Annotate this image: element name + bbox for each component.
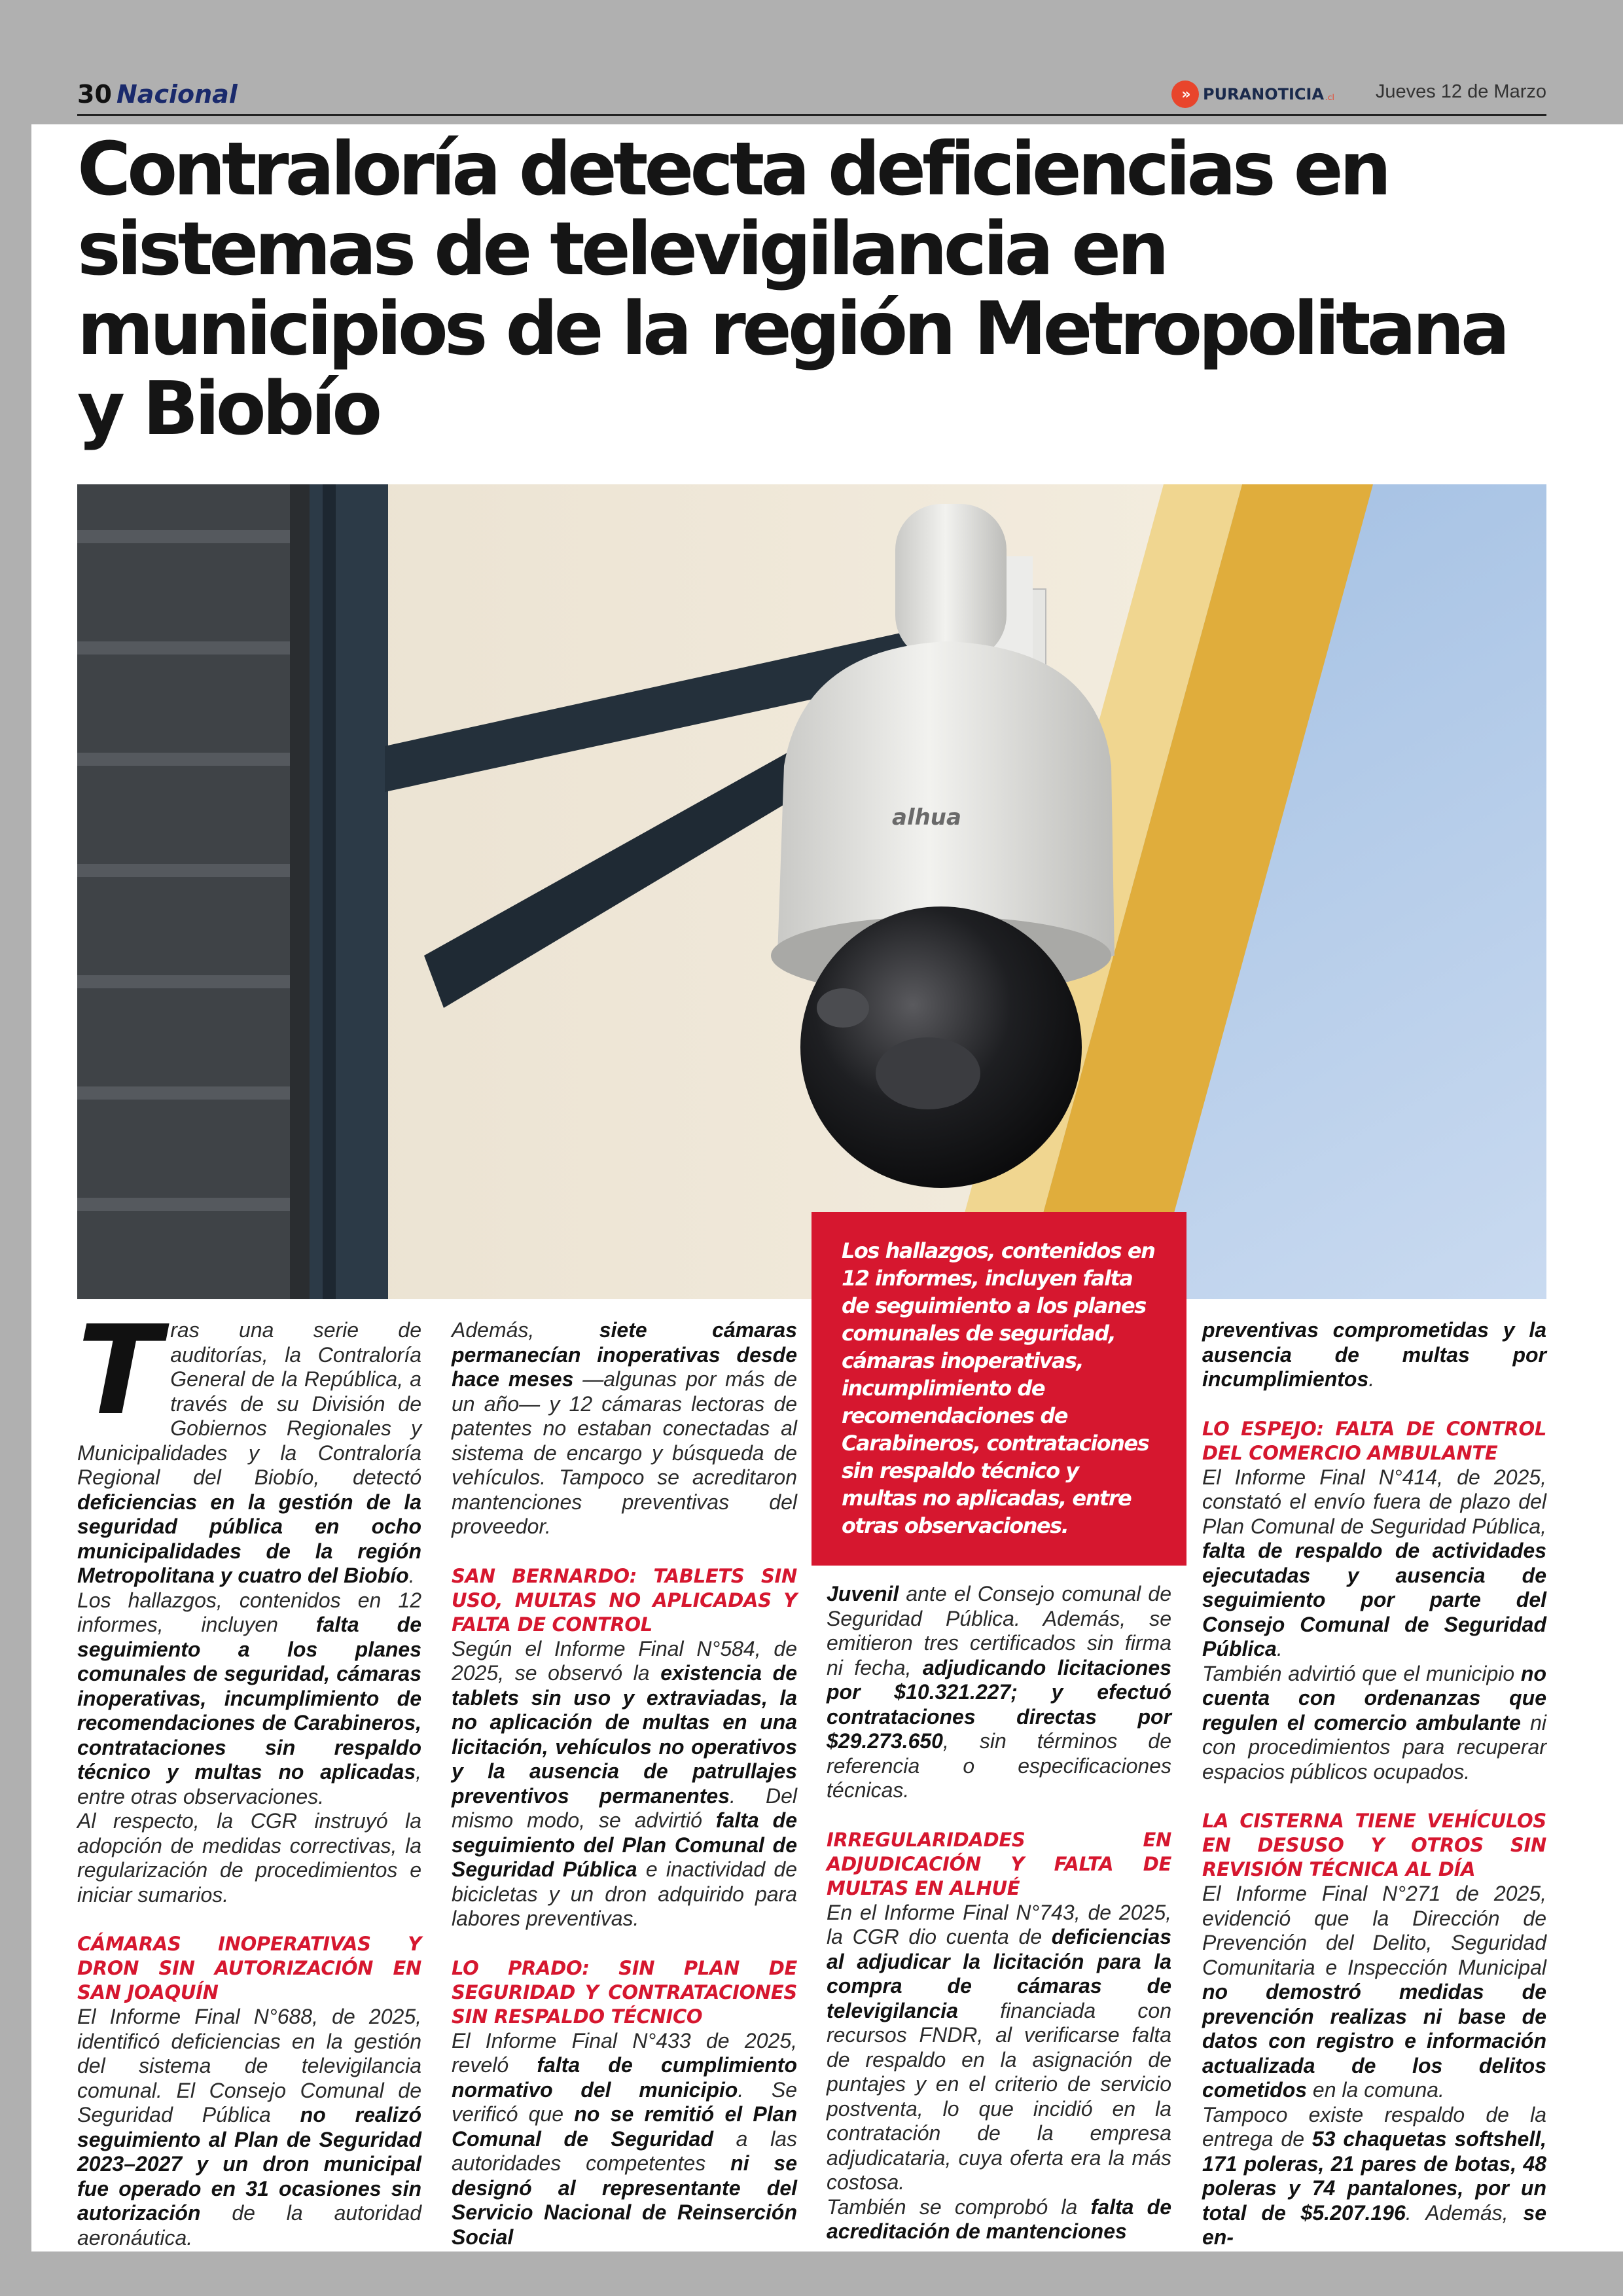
paragraph: El Informe Final N°433 de 2025, reveló falta de cumplimiento normativo del municipio. Se verificó que no se remitió el Plan Comunal de Seguridad a las autoridades competentes ni se designó al representante del Servicio Nacional de Reinserción Social: [452, 2028, 798, 2249]
brand-name: PURANOTICIA: [1203, 85, 1325, 103]
subheading: CÁMARAS INOPERATIVAS Y DRON SIN AUTORIZACIÓN EN SAN JOAQUÍN: [77, 1933, 421, 2003]
subheading: IRREGULARIDADES EN ADJUDICACIÓN Y FALTA DE MULTAS EN ALHUÉ: [827, 1828, 1171, 1899]
paragraph: preventivas comprometidas y la ausencia de multas por incumplimientos.: [1202, 1318, 1546, 1391]
paragraph: Tampoco existe respaldo de la entrega de 53 chaquetas softshell, 171 poleras, 21 pares de botas, 48 poleras y 74 pantalones, por un total de $5.207.196. Además, se en-: [1202, 2102, 1546, 2249]
article-column-4: [1202, 1318, 1546, 2250]
paragraph: ras una serie de auditorías, la Contraloría General de la República, a través de su División de Gobiernos Regionales y Municipalidades y la Contraloría Regional del Biobío, detectó deficiencias en la gestión de la seguridad pública en ocho municipalidades de la región Metropolitana y cuatro del Biobío.: [77, 1318, 421, 1587]
issue-date: Jueves 12 de Marzo: [1375, 81, 1546, 102]
page-header: [77, 77, 1546, 118]
paragraph: Juvenil ante el Consejo comunal de Seguridad Pública. Además, se emitieron tres certificados sin firma ni fecha, adjudicando licitaciones por $10.321.227; y efectuó contrataciones directas por $29.273.650, sin términos de referencia o especificaciones técnicas.: [827, 1582, 1171, 1802]
subheading: SAN BERNARDO: TABLETS SIN USO, MULTAS NO APLICADAS Y FALTA DE CONTROL: [452, 1564, 797, 1636]
paragraph: También advirtió que el municipio no cuenta con ordenanzas que regulen el comercio ambulante ni con procedimientos para recuperar espacios públicos ocupados.: [1202, 1661, 1547, 1784]
subheading: LO ESPEJO: FALTA DE CONTROL DEL COMERCIO AMBULANTE: [1202, 1417, 1546, 1464]
paragraph: El Informe Final N°414, de 2025, constató el envío fuera de plazo del Plan Comunal de Seguridad Pública, falta de respaldo de actividades ejecutadas y ausencia de seguimiento por parte del Consejo Comunal de Seguridad Pública.: [1202, 1465, 1546, 1660]
play-arrows-icon: »: [1171, 81, 1199, 108]
paragraph: Los hallazgos, contenidos en 12 informes, incluyen falta de seguimiento a los planes comunales de seguridad, cámaras inoperativas, incumplimiento de recomendaciones de Carabineros, contrataciones sin respaldo técnico y multas no aplicadas, entre otras observaciones.: [77, 1588, 421, 1808]
paragraph: El Informe Final N°688, de 2025, identificó deficiencias en la gestión del sistema de televigilancia comunal. El Consejo Comunal de Seguridad Pública no realizó seguimiento al Plan de Seguridad 2023–2027 y un dron municipal fue operado en 31 ocasiones sin autorización de la autoridad aeronáutica.: [77, 2005, 422, 2250]
paragraph: El Informe Final N°271 de 2025, evidenció que la Dirección de Prevención del Delito, Seguridad Comunitaria e Inspección Municipal no demostró medidas de prevención realizas ni base de datos con registro e información actualizada de los delitos cometidos en la comuna.: [1202, 1882, 1546, 2102]
drop-cap: T: [77, 1299, 162, 1443]
pull-quote: [812, 1212, 1186, 1566]
header-rule: [77, 114, 1546, 116]
section-name: Nacional: [116, 80, 238, 109]
article-column-2: [452, 1318, 797, 2250]
paragraph: También se comprobó la falta de acreditación de mantenciones: [827, 2195, 1172, 2243]
subheading: LO PRADO: SIN PLAN DE SEGURIDAD Y CONTRATACIONES SIN RESPALDO TÉCNICO: [452, 1956, 797, 2028]
camera-brand-label: alhua: [892, 804, 961, 831]
subheading: LA CISTERNA TIENE VEHÍCULOS EN DESUSO Y OTROS SIN REVISIÓN TÉCNICA AL DÍA: [1202, 1810, 1546, 1880]
article-headline: Contraloría detecta deficiencias en sistemas de televigilancia en municipios de la región Metropolitana y Biobío: [77, 127, 1507, 452]
article-column-1: [77, 1299, 422, 2250]
paragraph: Además, siete cámaras permanecían inoperativas desde hace meses —algunas por más de un año— y 12 cámaras lectoras de patentes no estaban conectadas al sistema de encargo y búsqueda de vehículos. Tampoco se acreditaron mantenciones preventivas del proveedor.: [452, 1318, 798, 1538]
page-number: 30: [77, 80, 112, 109]
pull-quote-text: Los hallazgos, contenidos en 12 informes, incluyen falta de seguimiento a los planes comunales de seguridad, cámaras inoperativas, incumplimiento de recomendaciones de Carabineros, contrataciones sin respaldo técnico y multas no aplicadas, entre otras observaciones.: [842, 1238, 1155, 1538]
security-camera-photo: [77, 484, 1546, 1299]
brand-logo: [1171, 80, 1334, 109]
paragraph: Al respecto, la CGR instruyó la adopción de medidas correctivas, la regularización de procedimientos e iniciar sumarios.: [77, 1809, 421, 1907]
paragraph: Según el Informe Final N°584, de 2025, se observó la existencia de tablets sin uso y extraviadas, la no aplicación de multas en una licitación, vehículos no operativos y la ausencia de patrullajes preventivos permanentes. Del mismo modo, se advirtió falta de seguimiento del Plan Comunal de Seguridad Pública e inactividad de bicicletas y un dron adquirido para labores preventivas.: [452, 1636, 798, 1930]
article-column-3: [827, 1582, 1171, 2244]
paragraph: En el Informe Final N°743, de 2025, la CGR dio cuenta de deficiencias al adjudicar la licitación para la compra de cámaras de televigilancia financiada con recursos FNDR, al verificarse falta de respaldo en la asignación de puntajes y en el criterio de servicio postventa, lo que incidió en la contratación de la empresa adjudicataria, cuya oferta era la más costosa.: [827, 1900, 1171, 2194]
brand-tld: .cl: [1325, 93, 1334, 102]
